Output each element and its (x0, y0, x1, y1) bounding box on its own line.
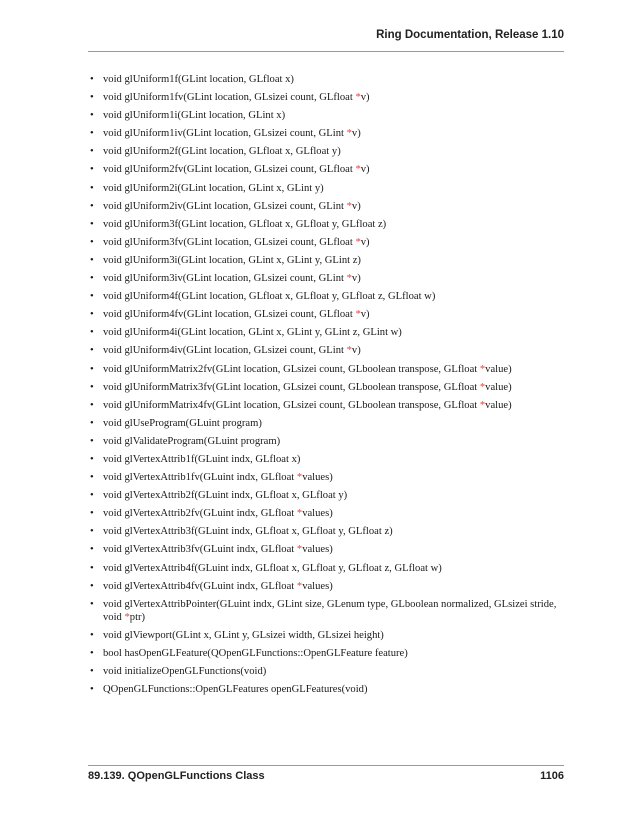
function-signature: void glViewport(GLint x, GLint y, GLsizei width, GLsizei height) (103, 629, 384, 641)
document-title: Ring Documentation, Release 1.10 (376, 29, 564, 41)
function-list-item (88, 182, 564, 195)
function-signature-tail: value) (485, 363, 512, 375)
bullet-marker: • (90, 273, 94, 285)
page-content (88, 73, 564, 701)
bullet-marker: • (90, 309, 94, 321)
function-list-item (88, 399, 564, 412)
function-signature: void glVertexAttrib3fv(GLuint indx, GLfloat (103, 544, 297, 556)
function-list-item (88, 525, 564, 538)
function-list-item (88, 543, 564, 556)
function-signature: void glVertexAttribPointer(GLuint indx, GLint size, GLenum type, GLboolean normalized, GLsizei stride, void (103, 598, 557, 623)
function-list-item (88, 254, 564, 267)
function-list-item (88, 562, 564, 575)
pointer-asterisk: * (346, 200, 352, 212)
function-signature: void glUniformMatrix2fv(GLint location, GLsizei count, GLboolean transpose, GLfloat (103, 363, 480, 375)
bullet-marker: • (90, 562, 94, 574)
function-list-item (88, 326, 564, 339)
bullet-marker: • (90, 647, 94, 659)
bullet-marker: • (90, 526, 94, 538)
function-signature: void glVertexAttrib4f(GLuint indx, GLfloat x, GLfloat y, GLfloat z, GLfloat w) (103, 562, 442, 574)
function-list-item (88, 665, 564, 678)
function-signature-tail: v) (351, 200, 361, 212)
function-signature: void glUniform2iv(GLint location, GLsizei count, GLint (103, 200, 347, 212)
pointer-asterisk: * (296, 472, 303, 484)
function-signature: void glVertexAttrib1fv(GLuint indx, GLfloat (103, 472, 297, 484)
bullet-marker: • (90, 110, 94, 122)
pointer-asterisk: * (346, 345, 352, 357)
footer-divider (88, 765, 564, 766)
function-signature-tail: values) (302, 544, 333, 556)
function-list-item (88, 647, 564, 660)
pointer-asterisk: * (355, 309, 361, 321)
page-number: 1106 (540, 770, 564, 782)
function-signature-tail: ptr) (129, 611, 146, 623)
bullet-marker: • (90, 128, 94, 140)
function-signature: void glUniform2i(GLint location, GLint x, GLint y) (103, 182, 324, 194)
pointer-asterisk: * (296, 508, 303, 520)
running-header (88, 29, 564, 51)
function-signature: void glUseProgram(GLuint program) (103, 417, 262, 429)
function-signature: void glUniform3iv(GLint location, GLsizei count, GLint (103, 273, 347, 285)
bullet-marker: • (90, 164, 94, 176)
bullet-marker: • (90, 381, 94, 393)
function-signature: void glVertexAttrib4fv(GLuint indx, GLfloat (103, 580, 297, 592)
function-list-item (88, 163, 564, 176)
function-signature: void glUniform3fv(GLint location, GLsizei count, GLfloat (103, 236, 356, 248)
function-list-item (88, 344, 564, 357)
bullet-marker: • (90, 508, 94, 520)
function-list-item (88, 598, 564, 624)
header-divider (88, 51, 564, 52)
bullet-marker: • (90, 218, 94, 230)
function-signature-tail: v) (360, 92, 370, 104)
pointer-asterisk: * (346, 273, 352, 285)
bullet-marker: • (90, 146, 94, 158)
bullet-marker: • (90, 472, 94, 484)
function-signature: void glUniform3i(GLint location, GLint x, GLint y, GLint z) (103, 254, 361, 266)
bullet-marker: • (90, 254, 94, 266)
bullet-marker: • (90, 236, 94, 248)
function-signature-tail: v) (360, 236, 370, 248)
function-signature-tail: values) (302, 508, 333, 520)
function-signature-tail: v) (360, 164, 370, 176)
function-list-item (88, 489, 564, 502)
function-signature: void glUniform4iv(GLint location, GLsizei count, GLint (103, 345, 347, 357)
function-signature: void glUniform4f(GLint location, GLfloat x, GLfloat y, GLfloat z, GLfloat w) (103, 291, 436, 303)
bullet-marker: • (90, 666, 94, 677)
function-list-item (88, 200, 564, 213)
function-list-item (88, 629, 564, 642)
pointer-asterisk: * (479, 381, 486, 393)
function-list-item (88, 272, 564, 285)
function-signature-tail: values) (302, 580, 333, 592)
pointer-asterisk: * (355, 164, 361, 176)
bullet-marker: • (90, 453, 94, 465)
bullet-marker: • (90, 363, 94, 375)
bullet-marker: • (90, 580, 94, 592)
function-signature: void glVertexAttrib1f(GLuint indx, GLfloat x) (103, 453, 301, 465)
function-list-item (88, 91, 564, 104)
bullet-marker: • (90, 598, 94, 610)
function-signature: void glUniform2fv(GLint location, GLsizei count, GLfloat (103, 164, 356, 176)
function-signature: void glVertexAttrib3f(GLuint indx, GLfloat x, GLfloat y, GLfloat z) (103, 526, 393, 538)
function-signature: void initializeOpenGLFunctions(void) (103, 666, 267, 677)
function-list-item (88, 683, 564, 696)
function-list-item (88, 435, 564, 448)
function-list-item (88, 308, 564, 321)
bullet-marker: • (90, 684, 94, 696)
function-list-item (88, 145, 564, 158)
bullet-marker: • (90, 327, 94, 339)
function-signature: void glUniform1i(GLint location, GLint x) (103, 110, 286, 122)
function-list-item (88, 417, 564, 430)
bullet-marker: • (90, 544, 94, 556)
function-signature: void glUniform1fv(GLint location, GLsizei count, GLfloat (103, 92, 356, 104)
function-list-item (88, 127, 564, 140)
function-signature: void glUniformMatrix3fv(GLint location, GLsizei count, GLboolean transpose, GLfloat (103, 381, 480, 393)
function-list-item (88, 73, 564, 86)
function-signature-tail: v) (360, 309, 370, 321)
function-list-item (88, 471, 564, 484)
function-signature: void glUniform1iv(GLint location, GLsizei count, GLint (103, 128, 347, 140)
function-list-item (88, 580, 564, 593)
function-list-item (88, 381, 564, 394)
function-list (88, 73, 564, 696)
function-signature-tail: value) (485, 399, 512, 411)
function-signature: void glUniform4i(GLint location, GLint x, GLint y, GLint z, GLint w) (103, 327, 402, 339)
function-signature-tail: v) (351, 345, 361, 357)
bullet-marker: • (90, 200, 94, 212)
function-signature: void glVertexAttrib2f(GLuint indx, GLfloat x, GLfloat y) (103, 490, 348, 502)
function-signature-tail: value) (485, 381, 512, 393)
function-list-item (88, 236, 564, 249)
bullet-marker: • (90, 291, 94, 303)
bullet-marker: • (90, 490, 94, 502)
bullet-marker: • (90, 417, 94, 429)
function-signature: QOpenGLFunctions::OpenGLFeatures openGLFeatures(void) (103, 684, 368, 696)
bullet-marker: • (90, 345, 94, 357)
function-list-item (88, 290, 564, 303)
function-signature: void glVertexAttrib2fv(GLuint indx, GLfloat (103, 508, 297, 520)
pointer-asterisk: * (479, 399, 486, 411)
function-signature: void glValidateProgram(GLuint program) (103, 435, 281, 447)
bullet-marker: • (90, 399, 94, 411)
pointer-asterisk: * (355, 92, 361, 104)
function-list-item (88, 109, 564, 122)
function-list-item (88, 453, 564, 466)
function-list-item (88, 507, 564, 520)
function-signature: void glUniform1f(GLint location, GLfloat x) (103, 74, 294, 85)
pointer-asterisk: * (355, 236, 361, 248)
pointer-asterisk: * (124, 611, 130, 623)
pointer-asterisk: * (296, 544, 303, 556)
bullet-marker: • (90, 629, 94, 641)
pointer-asterisk: * (346, 128, 352, 140)
pointer-asterisk: * (479, 363, 486, 375)
function-list-item (88, 218, 564, 231)
bullet-marker: • (90, 74, 94, 85)
function-signature-tail: v) (351, 128, 361, 140)
function-signature: void glUniform2f(GLint location, GLfloat x, GLfloat y) (103, 146, 341, 158)
bullet-marker: • (90, 435, 94, 447)
function-list-item (88, 363, 564, 376)
function-signature-tail: values) (302, 472, 333, 484)
function-signature: void glUniform4fv(GLint location, GLsizei count, GLfloat (103, 309, 356, 321)
function-signature: void glUniform3f(GLint location, GLfloat x, GLfloat y, GLfloat z) (103, 218, 387, 230)
bullet-marker: • (90, 92, 94, 104)
function-signature: void glUniformMatrix4fv(GLint location, GLsizei count, GLboolean transpose, GLfloat (103, 399, 480, 411)
function-signature-tail: v) (351, 273, 361, 285)
function-signature: bool hasOpenGLFeature(QOpenGLFunctions::OpenGLFeature feature) (103, 647, 408, 659)
footer-section-title: 89.139. QOpenGLFunctions Class (88, 770, 265, 782)
pointer-asterisk: * (296, 580, 303, 592)
bullet-marker: • (90, 182, 94, 194)
